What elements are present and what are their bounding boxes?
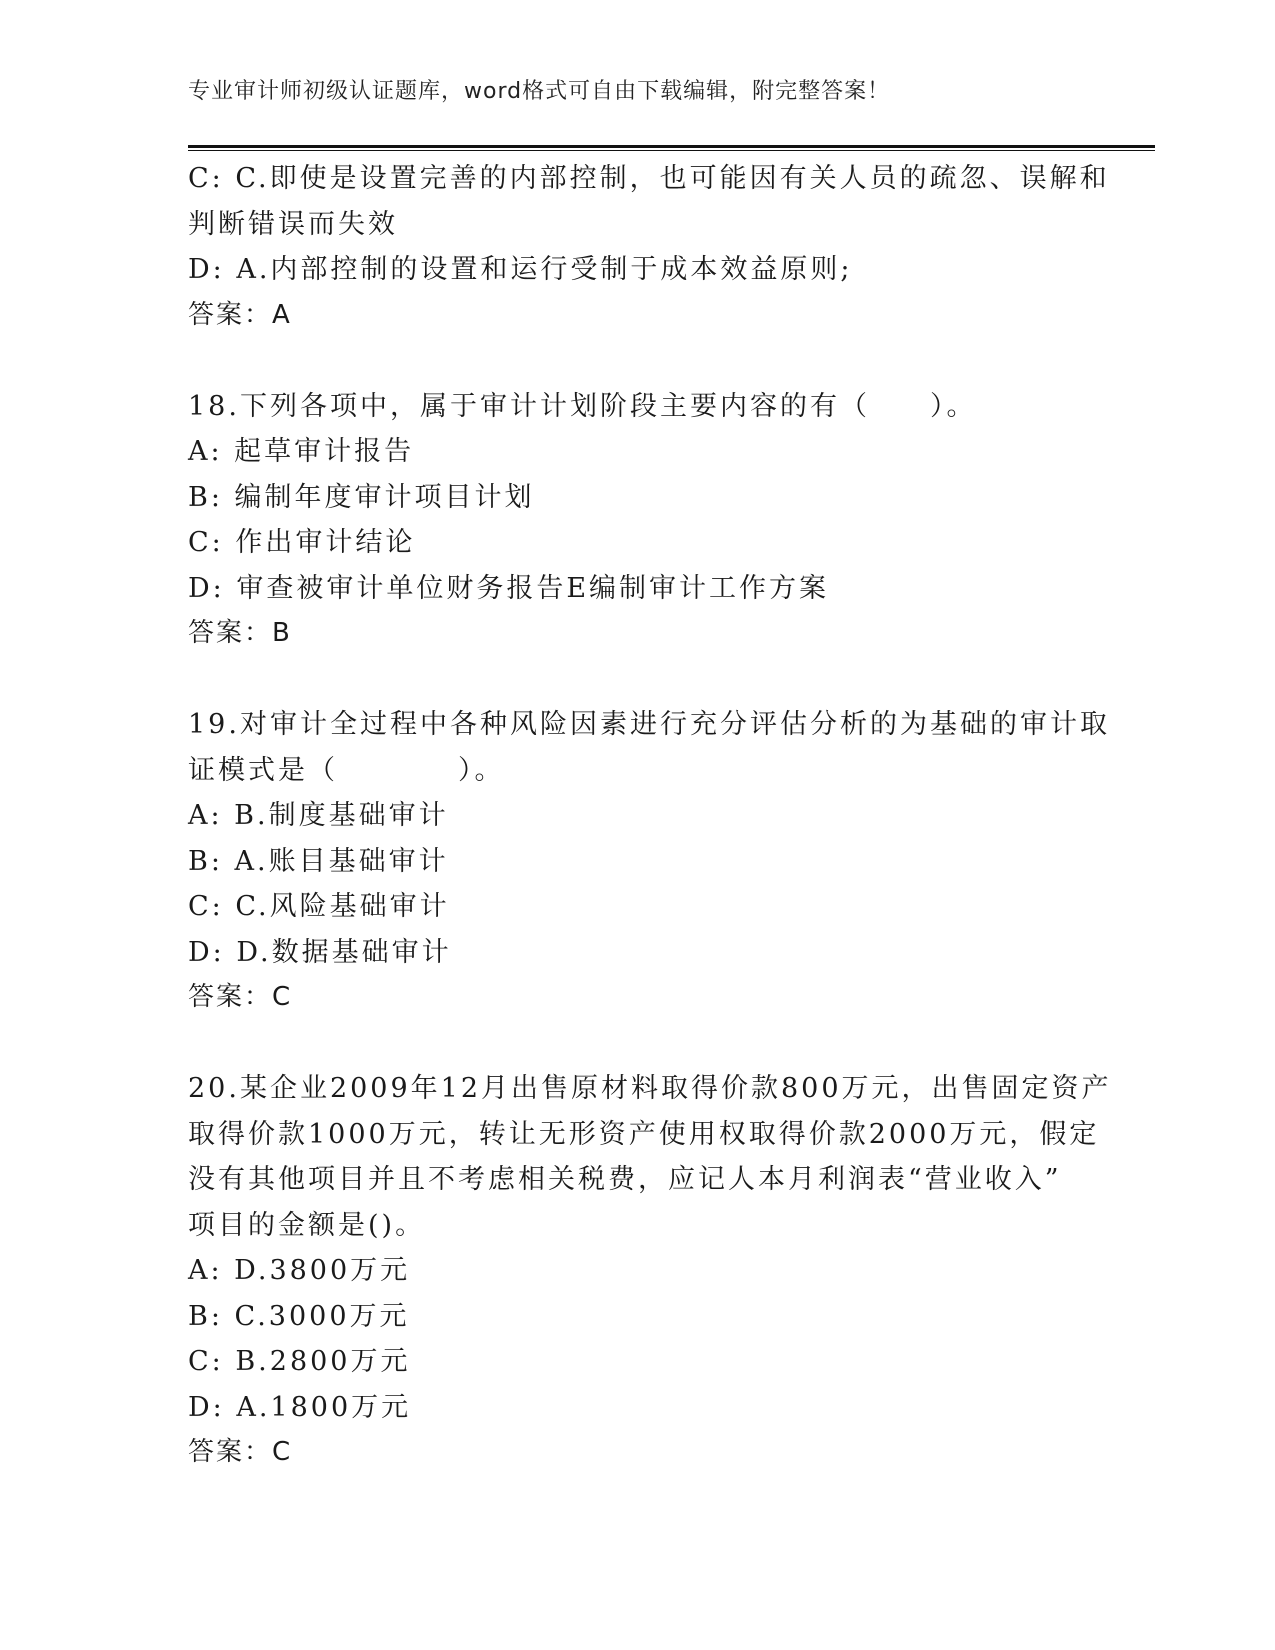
question-text-continued: 证模式是（ ）。 — [188, 754, 505, 786]
option-c: C: C.即使是设置完善的内部控制，也可能因有关人员的疏忽、误解和 — [188, 163, 1110, 194]
question-content — [188, 156, 1112, 1476]
option-a: A: D.3800万元 — [188, 1255, 411, 1286]
spacer — [188, 1021, 1088, 1067]
answer-label: 答案：C — [188, 1437, 293, 1467]
spacer — [188, 338, 1088, 384]
option-b: B: A.账目基础审计 — [188, 845, 449, 877]
question-20 — [188, 1066, 1112, 1476]
option-c: C: 作出审计结论 — [188, 527, 416, 558]
option-d: D: A.1800万元 — [188, 1391, 412, 1423]
option-d: D: A.内部控制的设置和运行受制于成本效益原则; — [188, 254, 853, 285]
spacer — [188, 657, 1088, 703]
continuation-block — [188, 156, 1110, 338]
question-text-continued: 没有其他项目并且不考虑相关税费，应记人本月利润表“营业收入” — [188, 1164, 1062, 1195]
answer-label: 答案：B — [188, 618, 292, 648]
option-b: B: C.3000万元 — [188, 1300, 410, 1332]
option-c: C: C.风险基础审计 — [188, 891, 450, 922]
option-c-continued: 判断错误而失效 — [188, 208, 398, 240]
question-text: 18.下列各项中，属于审计计划阶段主要内容的有（ ）。 — [188, 390, 977, 422]
answer-label: 答案：A — [188, 299, 292, 330]
option-b: B: 编制年度审计项目计划 — [188, 481, 535, 513]
page-header: 专业审计师初级认证题库，word格式可自由下载编辑，附完整答案！ — [188, 79, 891, 104]
option-d: D: 审查被审计单位财务报告E编制审计工作方案 — [188, 572, 830, 604]
question-text: 20.某企业2009年12月出售原材料取得价款800万元，出售固定资产 — [188, 1073, 1112, 1104]
question-18 — [188, 384, 1088, 657]
question-text-continued: 项目的金额是()。 — [188, 1209, 426, 1241]
option-a: A: 起草审计报告 — [188, 436, 415, 467]
answer-label: 答案：C — [188, 982, 293, 1012]
header-rule-thin — [188, 150, 1155, 151]
header-rule-thick — [188, 145, 1155, 148]
question-text: 19.对审计全过程中各种风险因素进行充分评估分析的为基础的审计取 — [188, 709, 1110, 740]
option-d: D: D.数据基础审计 — [188, 936, 452, 968]
question-text-continued: 取得价款1000万元，转让无形资产使用权取得价款2000万元，假定 — [188, 1118, 1100, 1150]
option-c: C: B.2800万元 — [188, 1346, 411, 1377]
option-a: A: B.制度基础审计 — [188, 800, 449, 831]
question-19 — [188, 702, 1110, 1021]
